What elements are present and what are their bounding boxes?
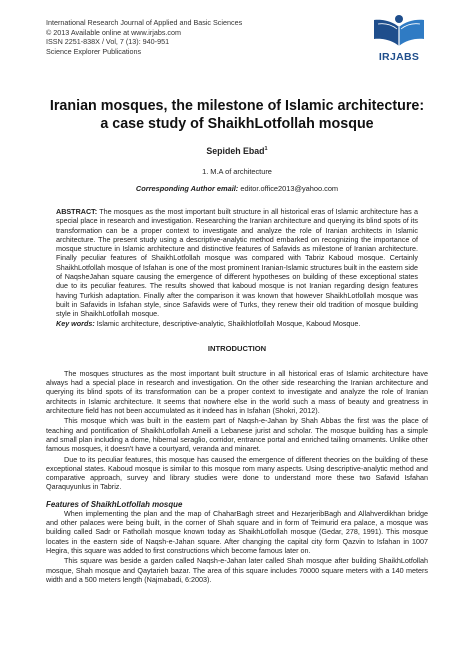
body-paragraph-3: Due to its peculiar features, this mosque has caused the emergence of different theories on the building of these exceptional states. Kaboud mosque is similar to this mosque rom many aspects. Using descriptive-analytic method and comparative approach, survey and library studies were done to understand more these two Safavid Isfahan Qaraquyunlus in Tabriz.: [46, 454, 428, 492]
author-name: Sepideh Ebad: [206, 146, 265, 156]
journal-header: [46, 0, 428, 80]
logo-wordmark: IRJABS: [378, 51, 420, 63]
keywords-text: Islamic architecture, descriptive-analytic, Shaikhlotfollah Mosque, Kaboud Mosque.: [94, 318, 361, 328]
keywords: [56, 319, 418, 328]
subsection-heading: Features of ShaikhLotfollah mosque: [46, 499, 183, 509]
affiliation: 1. M.A of architecture: [202, 167, 272, 176]
corresponding-label: Corresponding Author email:: [135, 184, 239, 193]
author-superscript: 1: [264, 146, 268, 153]
body-paragraph-5: This square was beside a garden called Naqsh-e-Jahan later called Shah mosque after building ShaikhLotfollah mosque, Shah mosque and Qaytarieh bazar. The area of this square includes 70000 square meters with a 140 meters width and a 500 meters length (Najmabadi, 6:2003).: [46, 556, 428, 584]
keywords-label: Key words:: [56, 318, 95, 328]
publisher-name: Science Explorer Publications: [46, 46, 142, 56]
book-logo-icon: [370, 12, 428, 48]
abstract-text: The mosques as the most important built structure in all historical eras of Islamic architecture has a special place in research and investigation. Researching the Iranian architecture and querying its blind spots of its transformation can be a proper context to investigate and analyze the role of Iranian architects in Islamic architecture. The present study using a descriptive-analytic method embarked on recognizing the importance of mosque structure in Islamic architecture and distinctive features of Safavids as milestone of Iranian architecture. Finally peculiar features of ShaikhLotfollah mosque was compared with Tabriz Kaboud mosque. Certainly ShaikhLotfollah mosque of Isfahan is one of the most prominent Iranian-Islamic structures built in the eastern side of NaqsheJahan square causing the emergence of different hypotheses on building of these exceptional states due to its peculiar features. The results showed that kaboud mosque is not Iranian regarding design features having Turkish adaptation. Finally after the comparison it was known that however ShaikhLotfollah mosque was built in Safavids in Isfahan style, since Safavids were of Turks, they renew their old tradition of mosque building style in ShaikhLotfollah mosque.: [56, 207, 418, 319]
author-line: [46, 146, 428, 156]
body-paragraph-1: The mosques structures as the most important built structure in all historical eras of Islamic architecture have always had a special place in research and investigation. On the other side researching the Iranian architecture and querying its blind spots of its transformation can be a proper context to investigate and analyze the role of Iranian architects in Islamic architecture. It seems that nowhere else in the world such a mass of beauty and greatness in architecture field has not been accumulated as it indeed has in Isfahan (Shokri, 2012).: [46, 368, 428, 416]
corresponding-author: [46, 184, 428, 193]
journal-issn: ISSN 2251-838X / Vol, 7 (13): 940-951: [46, 37, 170, 47]
section-heading-introduction: INTRODUCTION: [207, 343, 267, 353]
journal-logo: [370, 12, 428, 63]
journal-name: International Research Journal of Applied and Basic Sciences: [46, 18, 243, 27]
journal-availability: © 2013 Available online at www.irjabs.com: [46, 27, 182, 37]
abstract-label: ABSTRACT:: [56, 207, 98, 216]
paper-title: Iranian mosques, the milestone of Islamic architecture: a case study of ShaikhLotfollah mosque: [49, 98, 425, 132]
abstract: [56, 207, 418, 319]
body-paragraph-4: When implementing the plan and the map of ChaharBagh street and HezarjeribBagh and Allahverdikhan bridge and other palaces were being built, in the corner of Shah square and in form of Teimurid era palace, a mosque was building called Sadr or Fathollah mosque known today as ShaikhLotfollah mosque (Gedar, 278, 1991). This mosque locates in the eastern side of Naqsh-e-Jahan square. After changing the capital city form Qazvin to Isfahan in 1007 Hegira, this square was added to first constructions which become famous later on.: [46, 508, 428, 555]
corresponding-email: editor.office2013@yahoo.com: [238, 184, 339, 193]
body-paragraph-2: This mosque which was built in the eastern part of Naqsh-e-Jahan by Shah Abbas the first was the place of teaching and pontification of ShaikhLotfollah Ameili a Lebanese jurist and scholar. The mosque building has a simple and small plan including a dome, hibernal seraglio, corridor, entrance portal and enriched tailing ornaments. Unlike other famous mosques, it doesn't have a courtyard, veranda and minaret.: [46, 416, 428, 454]
